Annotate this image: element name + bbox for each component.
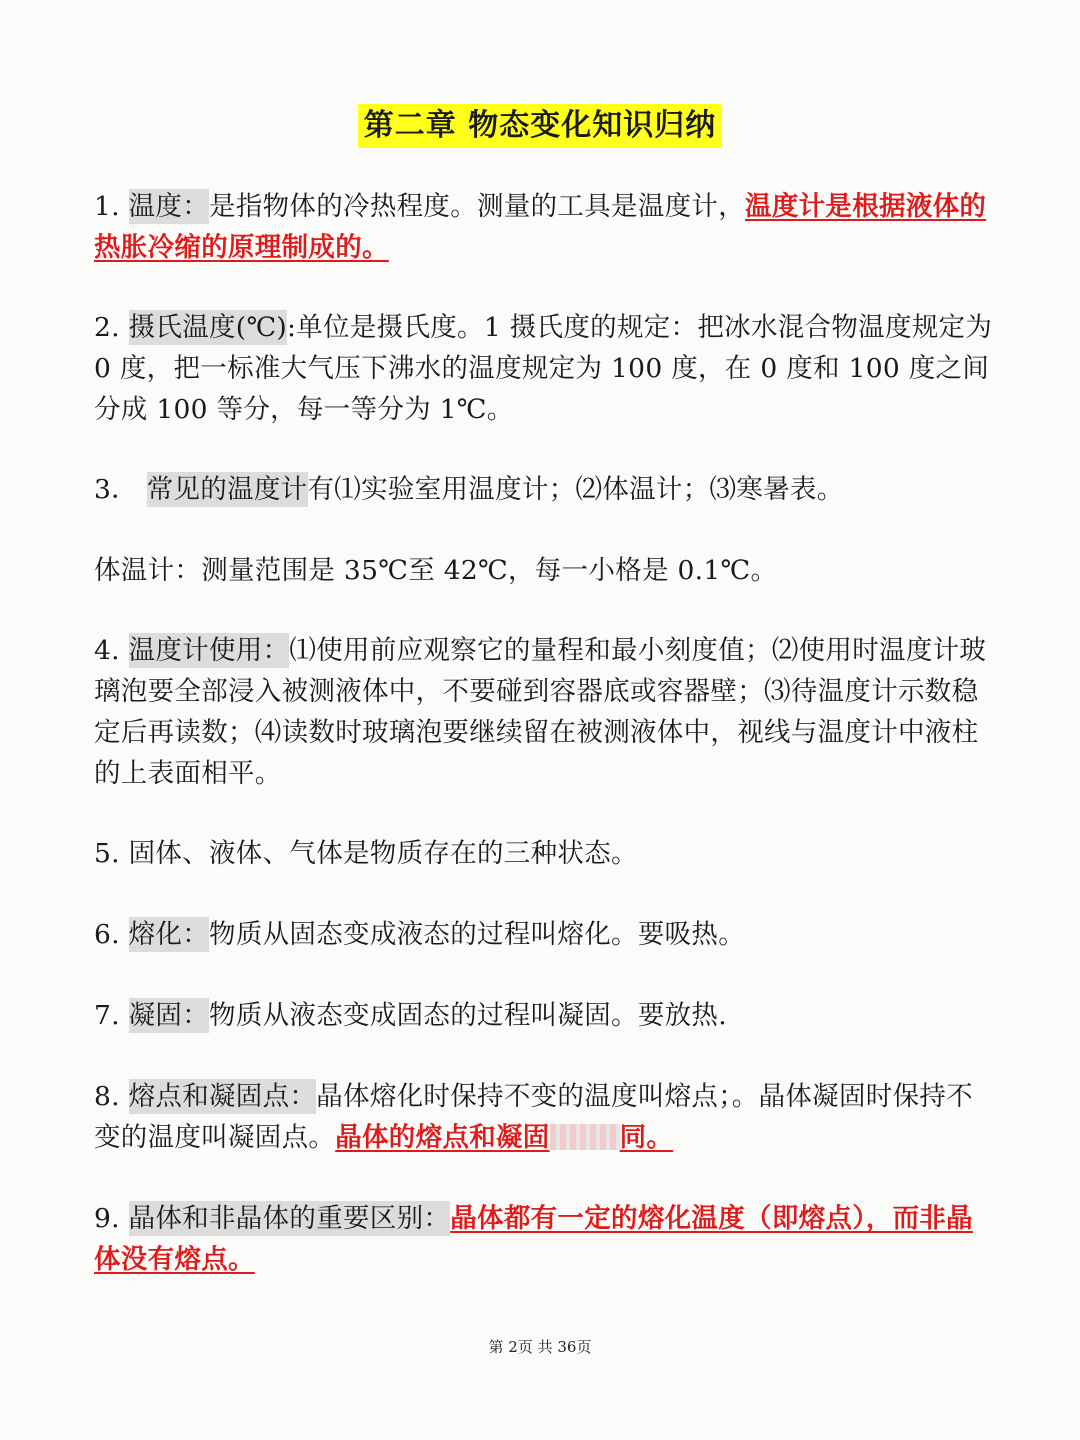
item-text: :单位是摄氏度。1 摄氏度的规定：把冰水混合物温度规定为 0 度，把一标准大气压下沸水的温度规定为 100 度，在 0 度和 100 度之间分成 100 等分，每一等分为 1℃。 — [94, 312, 993, 425]
item-4 — [94, 630, 994, 794]
item-number: 1. — [94, 191, 129, 222]
item-number: 6. — [94, 919, 129, 950]
item-term: 常见的温度计 — [146, 474, 308, 505]
item-text: 有⑴实验室用温度计；⑵体温计；⑶寒暑表。 — [307, 474, 844, 505]
chapter-title: 第二章 物态变化知识归纳 — [358, 104, 722, 148]
item-red-note: 晶体的熔点和凝固 — [335, 1122, 550, 1153]
page-footer: 第 2页 共 36页 — [488, 1338, 592, 1356]
item-2 — [94, 307, 994, 430]
item-term: 晶体和非晶体的重要区别： — [128, 1203, 451, 1234]
item-text: 物质从固态变成液态的过程叫熔化。要吸热。 — [209, 919, 746, 950]
item-7 — [94, 995, 994, 1036]
item-red-note: 温度计是根据液体的热胀冷缩的原理制成的。 — [94, 191, 987, 263]
item-3 — [94, 469, 994, 510]
item-number: 7. — [94, 1000, 129, 1031]
item-number: 3． — [94, 474, 147, 505]
item-red-note-end: 同。 — [619, 1122, 674, 1153]
item-text: ⑴使用前应观察它的量程和最小刻度值；⑵使用时温度计玻璃泡要全部浸入被测液体中，不要碰到容器底或容器壁；⑶待温度计示数稳定后再读数；⑷读数时玻璃泡要继续留在被测液体中，视线与温度计中液柱的上表面相平。 — [94, 635, 987, 789]
item-number: 4. — [94, 635, 129, 666]
item-1 — [94, 186, 994, 268]
item-3b — [94, 550, 994, 591]
item-red-note: 晶体都有一定的熔化温度（即熔点），而非晶体没有熔点。 — [94, 1203, 973, 1275]
item-term: 温度计使用： — [128, 635, 290, 666]
item-text: 固体、液体、气体是物质存在的三种状态。 — [128, 838, 638, 869]
item-8 — [94, 1076, 994, 1158]
item-term: 摄氏温度(℃) — [128, 312, 288, 343]
blurred-region — [550, 1124, 620, 1150]
item-text: 物质从液态变成固态的过程叫凝固。要放热. — [209, 1000, 727, 1031]
item-term: 凝固： — [128, 1000, 210, 1031]
item-text: 是指物体的冷热程度。测量的工具是温度计， — [209, 191, 746, 222]
item-term: 温度： — [128, 191, 210, 222]
item-9 — [94, 1198, 994, 1280]
item-term: 熔点和凝固点： — [128, 1081, 317, 1112]
item-term: 熔化： — [128, 919, 210, 950]
item-number: 5. — [94, 838, 129, 869]
item-6 — [94, 914, 994, 955]
item-number: 2. — [94, 312, 129, 343]
title-wrap — [0, 104, 1080, 148]
item-number: 9. — [94, 1203, 129, 1234]
item-text: 体温计：测量范围是 35℃至 42℃，每一小格是 0.1℃。 — [94, 555, 778, 586]
item-5 — [94, 833, 994, 874]
item-text: 晶体熔化时保持不变的温度叫熔点；。晶体凝固时保持不变的温度叫凝固点。 — [94, 1081, 973, 1153]
item-number: 8. — [94, 1081, 129, 1112]
